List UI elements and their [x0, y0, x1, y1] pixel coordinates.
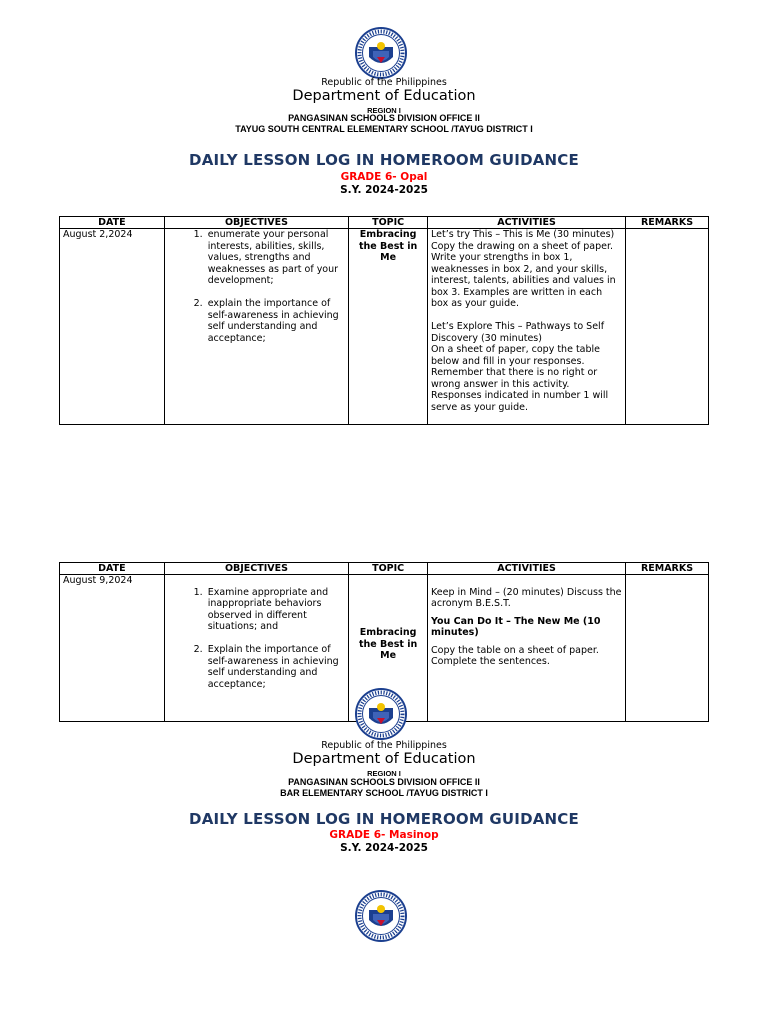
header-date: DATE	[60, 217, 165, 229]
page-title-1: DAILY LESSON LOG IN HOMEROOM GUIDANCE	[189, 151, 579, 169]
header-objectives: OBJECTIVES	[164, 563, 349, 575]
remarks-cell	[626, 229, 709, 425]
department-text-2: Department of Education	[292, 751, 476, 767]
activity-text: Let’s Explore This – Pathways to Self Discovery (30 minutes)	[431, 321, 605, 344]
topic-cell: Embracing the Best in Me	[349, 229, 428, 425]
activity-text: Copy the drawing on a sheet of paper. Write your strengths in box 1, weaknesses in box 2, and your skills, interest, talents, abilities and values in box 3. Examples are written in each box as your guide.	[431, 240, 616, 309]
header-activities: ACTIVITIES	[428, 217, 626, 229]
header-remarks: REMARKS	[626, 563, 709, 575]
school-text-2: BAR ELEMENTARY SCHOOL /TAYUG DISTRICT I	[280, 788, 488, 798]
objective-item: 2. Explain the importance of self-awareness in achieving self understanding and acceptance;	[206, 644, 346, 690]
remarks-cell	[626, 575, 709, 722]
division-text-2: PANGASINAN SCHOOLS DIVISION OFFICE II	[288, 777, 480, 787]
header-topic: TOPIC	[349, 563, 428, 575]
region-text-2: REGION I	[367, 769, 401, 778]
objective-item: 1. enumerate your personal interests, abilities, skills, values, strengths and weaknesses as part of your development;	[206, 229, 346, 287]
lesson-log-table-1	[59, 216, 709, 425]
header-date: DATE	[60, 563, 165, 575]
school-year-1: S.Y. 2024-2025	[340, 184, 428, 196]
topic-cell: Embracing the Best in Me	[349, 575, 428, 722]
school-text-1: TAYUG SOUTH CENTRAL ELEMENTARY SCHOOL /TAYUG DISTRICT I	[235, 124, 533, 134]
header-objectives: OBJECTIVES	[164, 217, 349, 229]
deped-seal-icon	[355, 890, 407, 942]
school-year-2: S.Y. 2024-2025	[340, 842, 428, 854]
header-topic: TOPIC	[349, 217, 428, 229]
republic-text-1: Republic of the Philippines	[321, 77, 447, 88]
activities-cell	[428, 229, 626, 425]
objective-item: 1. Examine appropriate and inappropriate behaviors observed in different situations; and	[206, 587, 346, 633]
objectives-cell	[164, 575, 349, 722]
objective-item: 2. explain the importance of self-awareness in achieving self understanding and acceptance;	[206, 298, 346, 344]
header-activities: ACTIVITIES	[428, 563, 626, 575]
header-remarks: REMARKS	[626, 217, 709, 229]
table-header-row	[60, 563, 709, 575]
department-text-1: Department of Education	[292, 88, 476, 104]
activity-text: You Can Do It – The New Me (10 minutes)	[431, 615, 601, 638]
grade-text-2: GRADE 6- Masinop	[329, 829, 439, 841]
activity-text: Keep in Mind – (20 minutes) Discuss the acronym B.E.S.T.	[431, 586, 622, 609]
division-text-1: PANGASINAN SCHOOLS DIVISION OFFICE II	[288, 113, 480, 123]
grade-text-1: GRADE 6- Opal	[340, 171, 428, 183]
date-cell: August 9,2024	[60, 575, 165, 722]
objectives-cell	[164, 229, 349, 425]
table-header-row	[60, 217, 709, 229]
deped-seal-icon	[355, 27, 407, 79]
activities-cell	[428, 575, 626, 722]
table-row	[60, 229, 709, 425]
activity-text: Copy the table on a sheet of paper. Complete the sentences.	[431, 644, 599, 667]
activity-text: On a sheet of paper, copy the table below and fill in your responses. Remember that there is no right or wrong answer in this activity. Responses indicated in number 1 will serve as your guide.	[431, 344, 609, 413]
date-cell: August 2,2024	[60, 229, 165, 425]
republic-text-2: Republic of the Philippines	[321, 740, 447, 751]
page-title-2: DAILY LESSON LOG IN HOMEROOM GUIDANCE	[189, 810, 579, 828]
deped-seal-icon	[355, 688, 407, 740]
region-text-1: REGION I	[367, 106, 401, 115]
activity-text: Let’s try This – This is Me (30 minutes)	[431, 229, 615, 240]
